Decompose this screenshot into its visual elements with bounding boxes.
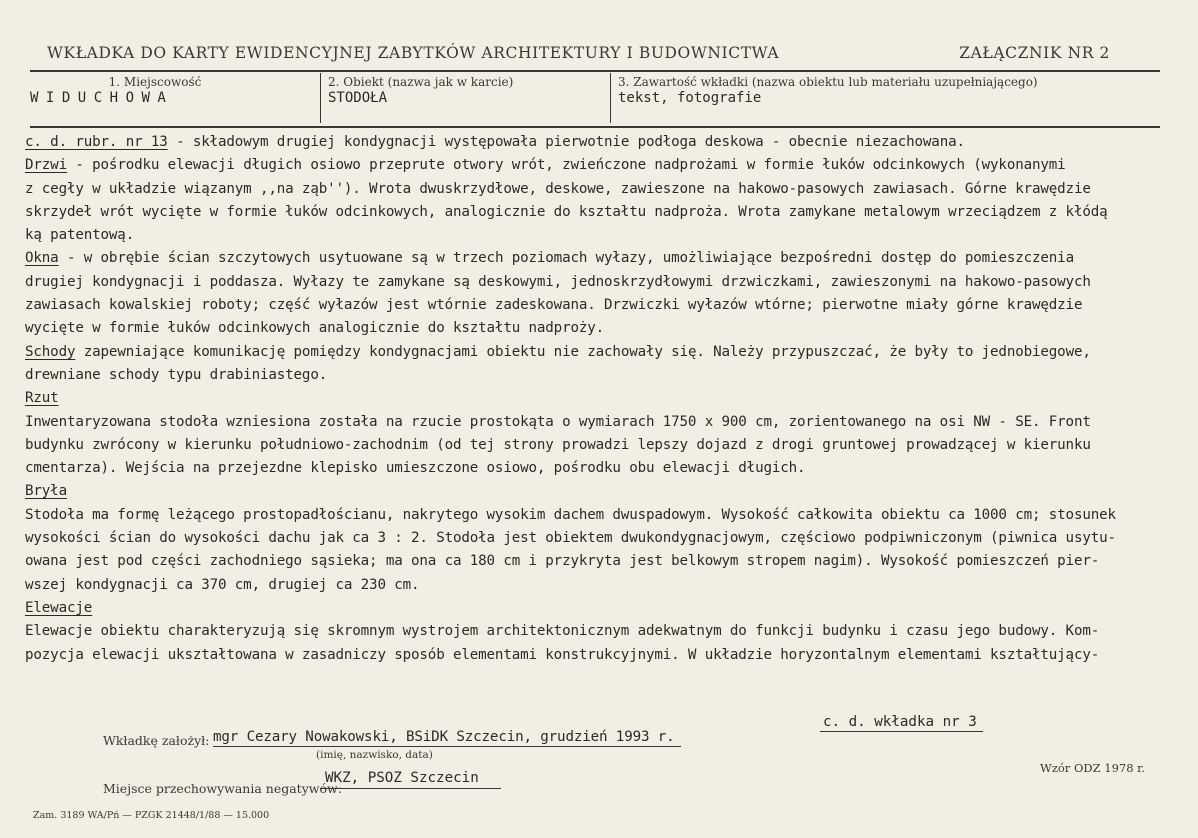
body-line: Stodoła ma formę leżącego prostopadłościanu, nakrytego wysokim dachem dwuspadowym. Wysokość całkowita obiektu ca 1000 cm; stosunek (25, 506, 1116, 523)
field-locality (30, 73, 321, 123)
form-reference: Wzór ODZ 1978 r. (1040, 761, 1146, 775)
body-line: wszej kondygnacji ca 370 cm, drugiej ca 230 cm. (25, 576, 420, 593)
body-line (25, 387, 1173, 410)
body-line (25, 154, 1173, 177)
fields-rule (30, 126, 1160, 128)
body-text (25, 131, 1173, 667)
storage-label: Miejsce przechowywania negatywów: (103, 781, 342, 796)
founder-label: Wkładkę założył: (103, 733, 210, 748)
body-line (25, 131, 1173, 154)
body-line (25, 480, 1173, 503)
field-contents (610, 73, 1160, 123)
section-heading: Drzwi (25, 157, 67, 174)
founder-value: mgr Cezary Nowakowski, BSiDK Szczecin, grudzień 1993 r. (213, 729, 681, 747)
body-line: ką patentową. (25, 227, 135, 244)
annex-number: ZAŁĄCZNIK NR 2 (959, 44, 1110, 62)
body-text-run: - pośrodku elewacji długich osiowo przeprute otwory wrót, zwieńczone nadprożami w formie łuków odcinkowych (wykonanymi (66, 157, 1066, 174)
body-line: drewniane schody typu drabiniastego. (25, 366, 328, 383)
continuation-note: c. d. wkładka nr 3 (820, 714, 983, 732)
section-heading: Elewacje (25, 599, 93, 616)
body-line (25, 597, 1173, 620)
body-line: drugiej kondygnacji i poddasza. Wyłazy te zamykane są deskowymi, jednoskrzydłowymi drzwiczkami, zawieszonymi na hakowo-pasowych (25, 273, 1091, 290)
body-text-run: - składowym drugiej kondygnacji występowała pierwotnie podłoga deskowa - obecnie niezachowana. (167, 134, 965, 150)
body-line: wysokości ścian do wysokości dachu jak ca 3 : 2. Stodoła jest obiektem dwukondygnacjowym, częściowo podpiwniczonym (piwnica usytu- (25, 530, 1116, 547)
header-rule (30, 70, 1160, 72)
body-line (25, 247, 1173, 270)
field-locality-value: WIDUCHOWA (30, 90, 174, 106)
field-object (320, 73, 611, 123)
body-text-run: zapewniające komunikację pomiędzy kondygnacjami obiektu nie zachowały się. Należy przypuszczać, że były to jednobiegowe, (75, 343, 1091, 360)
section-heading: Schody (25, 343, 76, 360)
section-heading: Bryła (25, 483, 67, 500)
body-line: pozycja elewacji ukształtowana w zasadniczy sposób elementami konstrukcyjnymi. W układzie horyzontalnym elementami kształtujący- (25, 646, 1100, 663)
section-heading: Rzut (25, 390, 59, 407)
field-object-value: STODOŁA (328, 90, 388, 106)
field-locality-label: 1. Miejscowość (108, 75, 202, 89)
field-object-label: 2. Obiekt (nazwa jak w karcie) (328, 75, 514, 89)
storage-value: WKZ, PSOZ Szczecin (320, 770, 501, 789)
form-title: WKŁADKA DO KARTY EWIDENCYJNEJ ZABYTKÓW ARCHITEKTURY I BUDOWNICTWA (47, 44, 780, 62)
body-line: budynku zwrócony w kierunku południowo-zachodnim (od tej strony prowadzi lepszy dojazd z drogi gruntowej prowadzącej w kierunku (25, 436, 1091, 453)
body-line: cmentarza). Wejścia na przejezdne klepisko umieszczone osiowo, pośrodku obu elewacji długich. (25, 460, 806, 477)
print-reference: Zam. 3189 WA/Pń — PZGK 21448/1/88 — 15.000 (33, 810, 270, 821)
field-contents-label: 3. Zawartość wkładki (nazwa obiektu lub materiału uzupełniającego) (618, 75, 1038, 89)
section-heading: Okna (25, 250, 59, 267)
section-heading: c. d. rubr. nr 13 (25, 134, 168, 150)
body-line: skrzydeł wrót wycięte w formie łuków odcinkowych, analogicznie do kształtu nadproża. Wrota zamykane metalowym wrzeciądzem z kłódą (25, 203, 1108, 220)
founder-hint: (imię, nazwisko, data) (316, 749, 433, 761)
body-line: Elewacje obiektu charakteryzują się skromnym wystrojem architektonicznym adekwatnym do funkcji budynku i czasu jego budowy. Kom- (25, 623, 1100, 640)
body-line: Inwentaryzowana stodoła wzniesiona została na rzucie prostokąta o wymiarach 1750 x 900 cm, zorientowanego na osi NW - SE. Front (25, 413, 1091, 430)
body-line: wycięte w formie łuków odcinkowych analogicznie do kształtu nadproży. (25, 320, 605, 337)
body-text-run: - w obrębie ścian szczytowych usytuowane są w trzech poziomach wyłazy, umożliwiające bezpośredni dostęp do pomieszczenia (58, 250, 1074, 267)
body-line (25, 341, 1173, 364)
body-line: zawiasach kowalskiej roboty; część wyłazów jest wtórnie zadeskowana. Drzwiczki wyłazów wtórne; pierwotne miały górne krawędzie (25, 297, 1083, 314)
field-contents-value: tekst, fotografie (618, 90, 762, 106)
body-line: owana jest pod części zachodniego sąsieka; ma ona ca 180 cm i przykryta jest belkowym stropem nagim). Wysokość pomieszczeń pier- (25, 553, 1100, 570)
body-line: z cegły w układzie wiązanym ,,na ząb''). Wrota dwuskrzydłowe, deskowe, zawieszone na hakowo-pasowych zawiasach. Górne krawędzie (25, 180, 1091, 197)
